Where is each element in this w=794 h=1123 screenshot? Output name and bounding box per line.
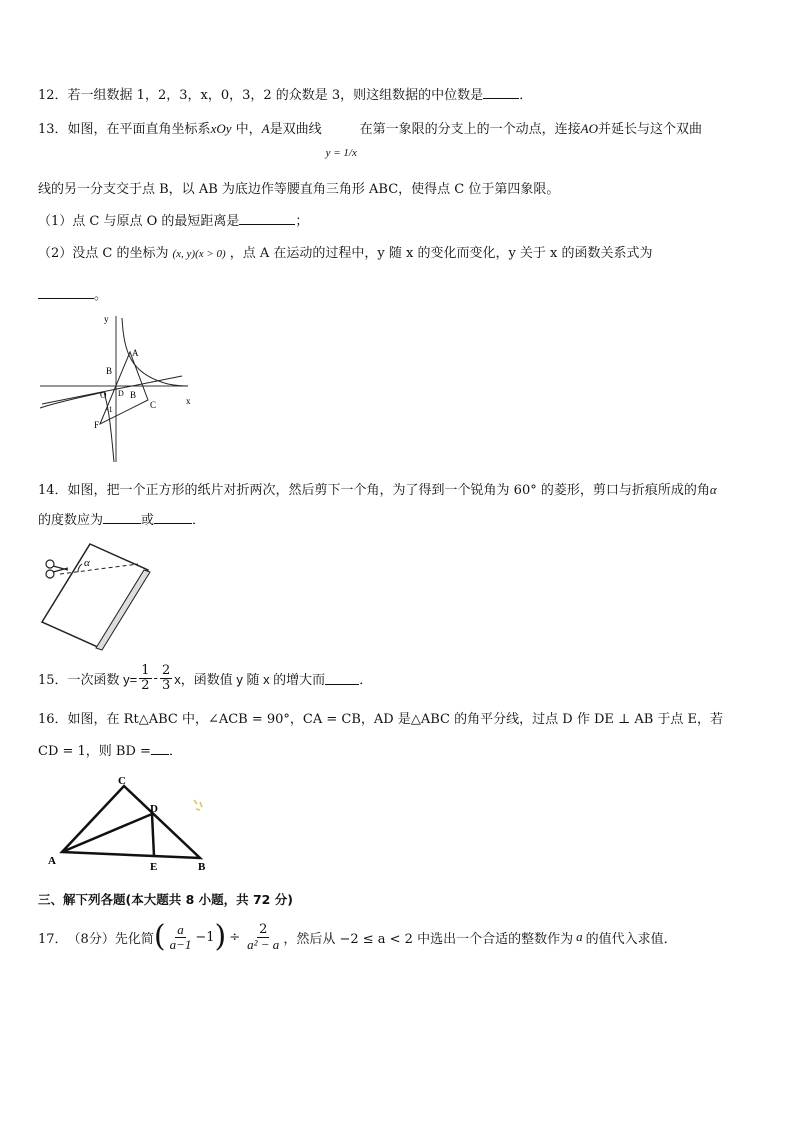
q15-text-b: x，函数值 y 随 x 的增大而 (174, 672, 326, 687)
fig16-segment-de (152, 814, 154, 856)
q17-score: （8分） (67, 931, 115, 947)
q13-part2-text-b: ，点 A 在运动的过程中，y 随 x 的变化而变化，y 关于 x 的函数关系式为 (229, 246, 653, 261)
q13-text-e: 并延长与这个双曲 (597, 122, 702, 137)
question-14-line1 (38, 479, 717, 498)
q13-part1-end: ； (295, 214, 309, 229)
q15-fraction-2: $\frac{2}{3}$ (161, 663, 171, 693)
q13-part1-text: （1）点 C 与原点 O 的最短距离是 (38, 214, 240, 229)
q16-blank[interactable] (151, 742, 169, 755)
q13-text-b: 中， (231, 122, 262, 137)
question-13-line1: 13．如图，在平面直角坐标系xOy 中，A是双曲线 y = 1/x 在第一象限的分支上的一个动点，连接AO并延长与这个双曲 (38, 121, 702, 159)
fig13-label-o: O (100, 390, 107, 400)
q17-minus-one: −1 (195, 929, 215, 945)
q13-part1-blank[interactable] (239, 212, 295, 225)
q15-text-a: 一次函数 y= (67, 672, 138, 687)
question-13-part2-answer (38, 284, 107, 303)
q16-text-b: CD = 1，则 BD = (38, 744, 151, 759)
q17-div: ÷ (229, 929, 241, 945)
q17-number: 17． (38, 931, 68, 947)
q13-part2-coord: (x, y)(x > 0) (172, 248, 226, 260)
q14-text: 如图，把一个正方形的纸片对折两次，然后剪下一个角，为了得到一个锐角为 60° 的菱形，剪口与折痕所成的角 (67, 483, 710, 498)
q13-number: 13． (38, 122, 68, 137)
fig16-label-c: C (118, 775, 126, 787)
fig13-label-b1: B (106, 366, 113, 376)
question-13-part2 (38, 242, 653, 261)
fig13-label-c: C (150, 400, 157, 410)
figure-13-hyperbola (38, 312, 198, 464)
q17-text-b: ，然后从 −2 ≤ a < 2 中选出一个合适的整数作为 (283, 931, 574, 947)
q13-text-d: 在第一象限的分支上的一个动点，连接 (359, 122, 581, 137)
fig13-label-a: A (132, 348, 139, 358)
fig13-label-neg1: -1 (106, 405, 113, 414)
fig13-label-y: y (104, 314, 109, 324)
q12-end: ． (519, 88, 533, 103)
q12-text: 若一组数据 1，2，3，x，0，3，2 的众数是 3，则这组数据的中位数是 (67, 88, 484, 103)
q14-number: 14． (38, 483, 68, 498)
q12-answer-blank[interactable] (483, 86, 519, 99)
q17-text-a: 先化简 (114, 931, 154, 947)
q13-point-a: A (261, 121, 270, 136)
question-16-line1 (38, 708, 723, 727)
q14-alpha: α (709, 482, 717, 497)
q14-text-b: 的度数应为 (38, 513, 104, 528)
q14-blank-1[interactable] (103, 511, 141, 524)
q15-end: ． (359, 673, 373, 688)
q13-part2-blank[interactable] (38, 286, 94, 299)
question-16-line2 (38, 740, 182, 759)
fig13-label-x: x (186, 396, 191, 406)
figure-14-folded-paper (38, 540, 154, 652)
question-14-line2 (38, 509, 205, 528)
q13-ao: AO (580, 121, 598, 136)
q13-coord: xOy (210, 121, 232, 136)
question-13-part1 (38, 210, 308, 229)
fig13-label-f: F (94, 420, 100, 430)
q13-text-c: 是双曲线 (269, 122, 322, 137)
q17-text-c: 的值代入求值． (585, 931, 677, 947)
q13-part2-text-a: （2）没点 C 的坐标为 (38, 246, 169, 261)
fig13-line (42, 376, 182, 404)
fig16-label-a: A (48, 855, 56, 867)
q15-blank[interactable] (325, 672, 359, 685)
q17-left-paren: ( (153, 919, 166, 954)
fig16-label-d: D (150, 803, 158, 815)
fig16-label-e: E (150, 861, 158, 873)
q17-fraction-1: $\frac{a}{a-1}$ (169, 921, 192, 952)
q14-blank-2[interactable] (154, 511, 192, 524)
fig16-segment-ad (62, 814, 152, 852)
question-17 (38, 919, 677, 954)
q17-a: a (576, 929, 583, 944)
q15-minus: - (153, 671, 158, 686)
q16-text-a: 如图，在 Rt△ABC 中，∠ACB = 90°，CA = CB，AD 是△ABC 的角平分线，过点 D 作 DE ⊥ AB 于点 E，若 (67, 712, 724, 727)
q17-fraction-2: $\frac{2}{\text{a² − a}}$ (247, 921, 280, 952)
q14-or: 或 (141, 513, 155, 528)
figure-16-triangle (44, 772, 224, 876)
q14-end: ． (192, 513, 206, 528)
q15-number: 15． (38, 673, 68, 688)
fig14-alpha-label: α (84, 557, 90, 569)
section-3-title: 三、解下列各题(本大题共 8 小题，共 72 分) (38, 892, 293, 907)
q13-part2-end: 。 (94, 288, 108, 303)
question-15 (38, 664, 372, 693)
fig13-label-b2: B (130, 390, 137, 400)
fig16-label-b: B (198, 861, 206, 873)
question-13-line2: 线的另一分支交于点 B，以 AB 为底边作等腰直角三角形 ABC，使得点 C 位于第四象限。 (38, 182, 560, 197)
q16-end: ． (168, 744, 182, 759)
fig16-mark (194, 800, 202, 810)
fig13-label-d: D (118, 389, 124, 398)
question-12 (38, 84, 532, 103)
q16-number: 16． (38, 712, 68, 727)
q17-right-paren: ) (214, 919, 227, 954)
q13-text-a: 如图，在平面直角坐标系 (67, 122, 211, 137)
q12-number: 12． (38, 88, 68, 103)
q15-fraction-1: $\frac{1}{2}$ (141, 663, 150, 693)
scissors-icon (46, 560, 68, 578)
